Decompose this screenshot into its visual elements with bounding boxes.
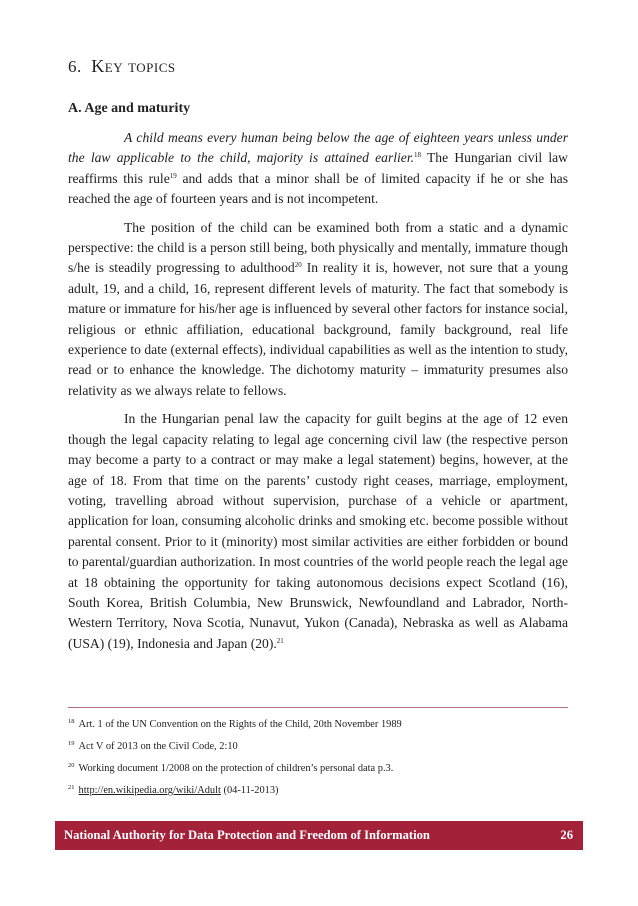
section-title-text: Key topics (91, 56, 176, 76)
footer-organization: National Authority for Data Protection and Freedom of Information (64, 828, 430, 842)
footnote-ref-21[interactable]: 21 (276, 636, 284, 645)
footnote (68, 716, 568, 738)
paragraph-1-text-a: The Hungarian civil law reaffirms this rule (68, 150, 568, 186)
footnotes (68, 716, 568, 804)
footnote-text: Act V of 2013 on the Civil Code, 2:10 (78, 741, 238, 752)
paragraph-3-text: In the Hungarian penal law the capacity for guilt begins at the age of 12 even though the legal capacity relating to legal age concerning civil law (the respective person may become a party to a contract or may make a legal statement) begins, however, at the age of 18. From that time on the parents’ custody right ceases, marriage, employment, voting, travelling abroad without supervision, purchase of a vehicle or apartment, application for loan, consuming alcoholic drinks and smoking etc. become possible without parental consent. Prior to it (minority) most similar activities are either forbidden or bound to parental/guardian authorization. In most countries of the world people reach the legal age at 18 obtaining the opportunity for taking autonomous decisions expect Scotland (16), South Korea, British Columbia, New Brunswick, Newfoundland and Labrador, North-Western Territory, Nova Scotia, Nunavut, Yukon (Canada), Nebraska as well as Alabama (USA) (19), Indonesia and Japan (20). (68, 411, 568, 651)
paragraph-2-text-a: The position of the child can be examined both from a static and a dynamic perspective: the child is a person still being, both physically and mentally, immature though s/he is steadily progressing to adulthood (68, 219, 568, 276)
paragraph-1-text-b: and adds that a minor shall be of limited capacity if he or she has reached the age of fourteen years and is not incompetent. (68, 170, 568, 207)
footnote (68, 738, 568, 760)
footnote-ref-19[interactable]: 19 (169, 171, 177, 180)
footnote-number: 18 (68, 718, 75, 725)
footnote-ref-18[interactable]: 18 (414, 151, 422, 160)
paragraph-2 (68, 218, 568, 402)
page-number: 26 (560, 828, 573, 842)
section-heading (68, 56, 176, 77)
footnote-link[interactable]: http://en.wikipedia.org/wiki/Adult (78, 785, 221, 796)
paragraph-1 (68, 128, 568, 210)
footnote-text: (04-11-2013) (220, 785, 279, 796)
subsection-heading: A. Age and maturity (68, 101, 191, 116)
footnote (68, 760, 568, 782)
footnote-text: Working document 1/2008 on the protection of children’s personal data p.3. (78, 763, 394, 774)
paragraph-3 (68, 409, 568, 654)
footnote-number: 19 (68, 740, 75, 747)
footnote-number: 21 (68, 784, 75, 791)
footnote-text: Art. 1 of the UN Convention on the Rights of the Child, 20th November 1989 (78, 719, 402, 730)
footnote-divider (68, 707, 568, 708)
body-text (68, 128, 568, 662)
footnote (68, 782, 568, 804)
footnote-number: 20 (68, 762, 75, 769)
paragraph-2-text-b: In reality it is, however, not sure that a young adult, 19, and a child, 16, represent different levels of maturity. The fact that somebody is mature or immature for his/her age is influenced by several other factors for instance social, religious or ethnic affiliation, educational background, family background, real life experience to date (external effects), individual capabilities as well as the intention to study, read or to enhance the knowledge. The dichotomy maturity – immaturity presumes also relativity as we always relate to fellows. (68, 260, 569, 398)
footnote-ref-20[interactable]: 20 (294, 261, 302, 270)
paragraph-1-italic: A child means every human being below the age of eighteen years unless under the law applicable to the child, majority is attained earlier. (68, 130, 568, 166)
page-footer (55, 821, 583, 850)
section-number: 6. (68, 57, 82, 76)
